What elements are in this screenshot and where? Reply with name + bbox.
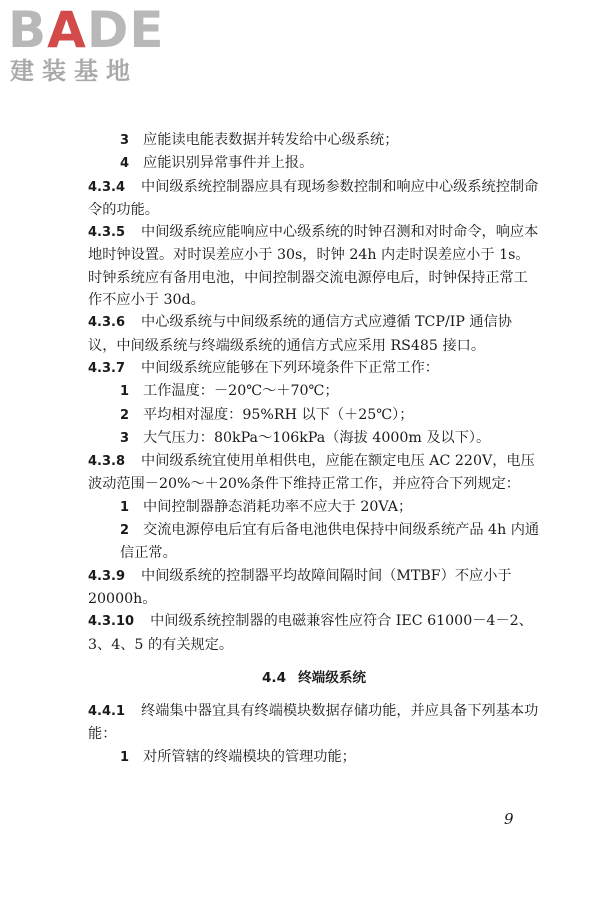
clause-paragraph xyxy=(88,700,540,746)
clause-number: 4.3.8 xyxy=(88,454,126,470)
clause-number: 4.3.4 xyxy=(88,179,126,195)
clause-text: 中间级系统控制器应具有现场参数控制和响应中心级系统控制命令的功能。 xyxy=(88,178,539,218)
clause-text: 中间级系统的控制器平均故障间隔时间（MTBF）不应小于 20000h。 xyxy=(88,567,512,607)
page-number: 9 xyxy=(504,810,514,828)
item-number: 1 xyxy=(120,749,130,765)
bade-logo xyxy=(8,1,165,86)
item-number: 3 xyxy=(120,133,130,148)
item-number: 4 xyxy=(120,156,130,172)
clause-paragraph xyxy=(88,311,540,357)
clause-paragraph xyxy=(88,176,540,222)
clause-paragraph xyxy=(88,450,540,496)
list-item xyxy=(88,380,540,403)
clause-number: 4.3.10 xyxy=(88,614,135,630)
clause-paragraph xyxy=(88,221,540,311)
item-number: 3 xyxy=(120,430,130,446)
clause-text: 终端集中器宜具有终端模块数据存储功能，并应具备下列基本功能： xyxy=(88,703,539,743)
clause-text: 中间级系统应能响应中心级系统的时钟召测和对时命令，响应本地时钟设置。对时误差应小于 30s，时钟 24h 内走时误差应小于 1s。时钟系统应有备用电池，中间控制器交流电源停电后，时钟保持正常工作不应小于 30d。 xyxy=(88,224,539,309)
logo-wordmark: BADE xyxy=(8,1,165,59)
document-body xyxy=(88,129,540,769)
list-item xyxy=(88,496,540,519)
item-number: 2 xyxy=(120,523,130,539)
item-text: 对所管辖的终端模块的管理功能； xyxy=(143,748,356,765)
clause-paragraph xyxy=(88,565,540,611)
item-text: 大气压力：80kPa～106kPa（海拔 4000m 及以下）。 xyxy=(143,429,491,446)
logo-subtitle: 建装基地 xyxy=(10,57,138,85)
list-item xyxy=(88,152,540,175)
clause-text: 中间级系统应能够在下列环境条件下正常工作： xyxy=(141,359,439,376)
clause-text: 中间级系统宜使用单相供电，应能在额定电压 AC 220V，电压波动范围－20%～＋20%条件下维持正常工作，并应符合下列规定： xyxy=(88,453,535,493)
section-number: 4.4 xyxy=(261,669,287,686)
list-item xyxy=(88,519,540,565)
list-item xyxy=(88,129,540,152)
clause-number: 4.3.7 xyxy=(88,360,126,376)
item-text: 工作温度：－20℃～＋70℃； xyxy=(143,383,339,400)
item-text: 交流电源停电后宜有后备电池供电保持中间级系统产品 4h 内通信正常。 xyxy=(120,522,540,562)
clause-paragraph xyxy=(88,357,540,380)
item-number: 2 xyxy=(120,407,130,423)
item-text: 中间控制器静态消耗功率不应大于 20VA； xyxy=(143,498,413,515)
clause-number: 4.3.5 xyxy=(88,225,126,241)
item-text: 应能识别异常事件并上报。 xyxy=(143,155,314,172)
section-title: 终端级系统 xyxy=(298,669,367,686)
item-number: 1 xyxy=(120,384,130,400)
section-heading xyxy=(88,667,540,689)
item-text: 应能读电能表数据并转发给中心级系统； xyxy=(143,132,399,148)
list-item xyxy=(88,427,540,450)
clause-number: 4.3.9 xyxy=(88,568,126,584)
clause-paragraph xyxy=(88,610,540,656)
clause-number: 4.4.1 xyxy=(88,704,126,720)
item-text: 平均相对湿度：95%RH 以下（＋25℃）； xyxy=(143,406,414,423)
clause-text: 中心级系统与中间级系统的通信方式应遵循 TCP/IP 通信协议，中间级系统与终端级系统的通信方式应采用 RS485 接口。 xyxy=(88,314,512,354)
list-item xyxy=(88,746,540,769)
clause-text: 中间级系统控制器的电磁兼容性应符合 IEC 61000－4－2、3、4、5 的有关规定。 xyxy=(88,613,533,653)
clause-number: 4.3.6 xyxy=(88,315,126,331)
list-item xyxy=(88,404,540,427)
item-number: 1 xyxy=(120,499,130,515)
